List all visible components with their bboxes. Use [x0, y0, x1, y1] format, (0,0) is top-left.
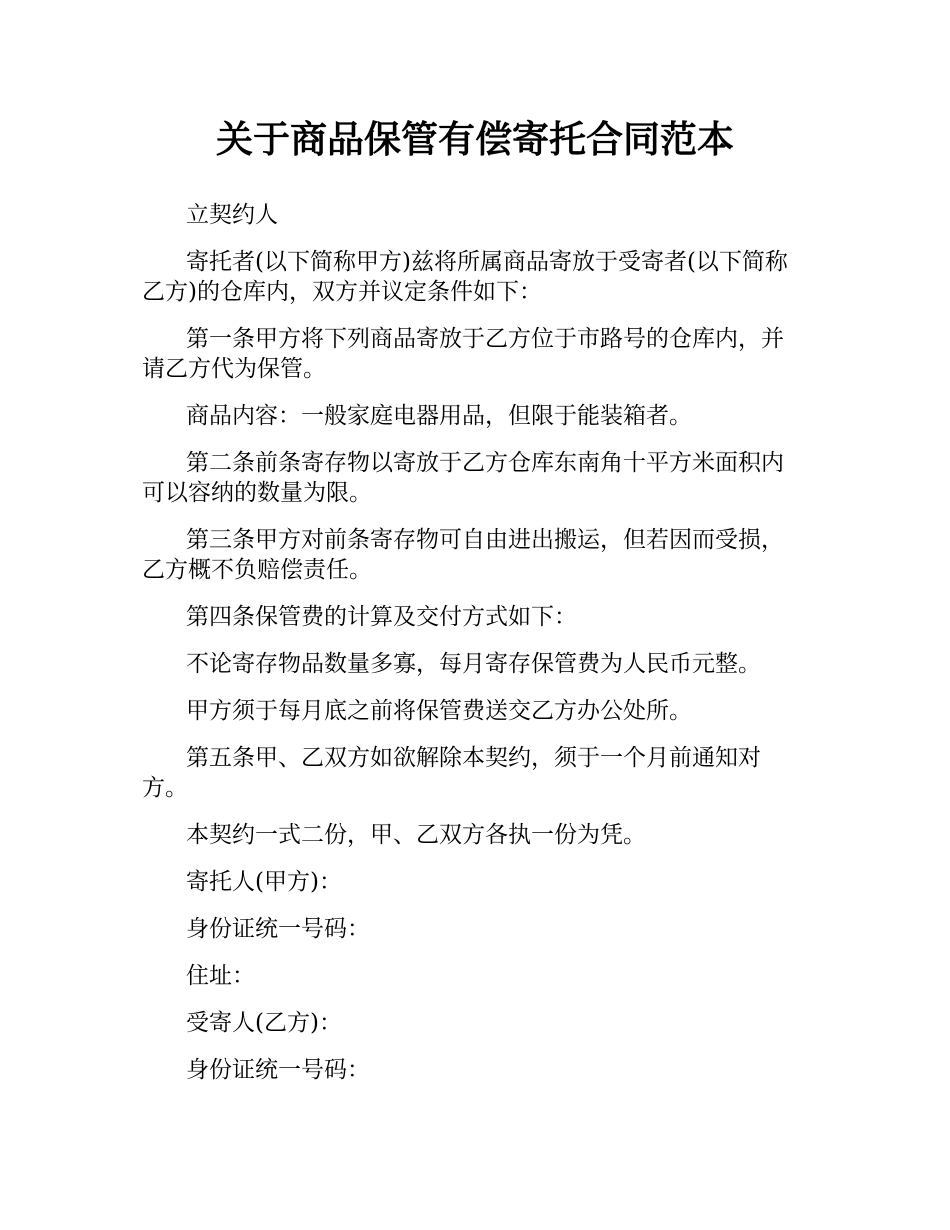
document-body [142, 200, 806, 1102]
paragraph-article-5: 第五条甲、乙双方如欲解除本契约，须于一个月前通知对方。 [142, 745, 761, 801]
paragraph-fee-amount: 不论寄存物品数量多寡，每月寄存保管费为人民币元整。 [186, 651, 761, 677]
signature-custodian: 受寄人(乙方)： [186, 1010, 342, 1036]
signature-depositor-id: 身份证统一号码： [186, 916, 370, 942]
signature-depositor: 寄托人(甲方)： [186, 869, 342, 895]
paragraph-fee-payment: 甲方须于每月底之前将保管费送交乙方办公处所。 [186, 698, 692, 724]
signature-custodian-id: 身份证统一号码： [186, 1057, 370, 1083]
paragraph-article-2: 第二条前条寄存物以寄放于乙方仓库东南角十平方米面积内可以容纳的数量为限。 [142, 450, 784, 506]
paragraph-article-4: 第四条保管费的计算及交付方式如下： [186, 604, 577, 630]
document-title: 关于商品保管有偿寄托合同范本 [216, 118, 734, 161]
paragraph-intro: 寄托者(以下简称甲方)兹将所属商品寄放于受寄者(以下简称乙方)的仓库内，双方并议定条件如下： [142, 249, 788, 305]
signature-depositor-address: 住址： [186, 963, 255, 989]
paragraph-article-3: 第三条甲方对前条寄存物可自由进出搬运，但若因而受损，乙方概不负赔偿责任。 [142, 527, 784, 583]
paragraph-copies: 本契约一式二份，甲、乙双方各执一份为凭。 [186, 822, 646, 848]
paragraph-goods-content: 商品内容：一般家庭电器用品，但限于能装箱者。 [186, 403, 692, 429]
paragraph-article-1: 第一条甲方将下列商品寄放于乙方位于市路号的仓库内，并请乙方代为保管。 [142, 326, 784, 382]
paragraph-parties: 立契约人 [186, 202, 278, 228]
